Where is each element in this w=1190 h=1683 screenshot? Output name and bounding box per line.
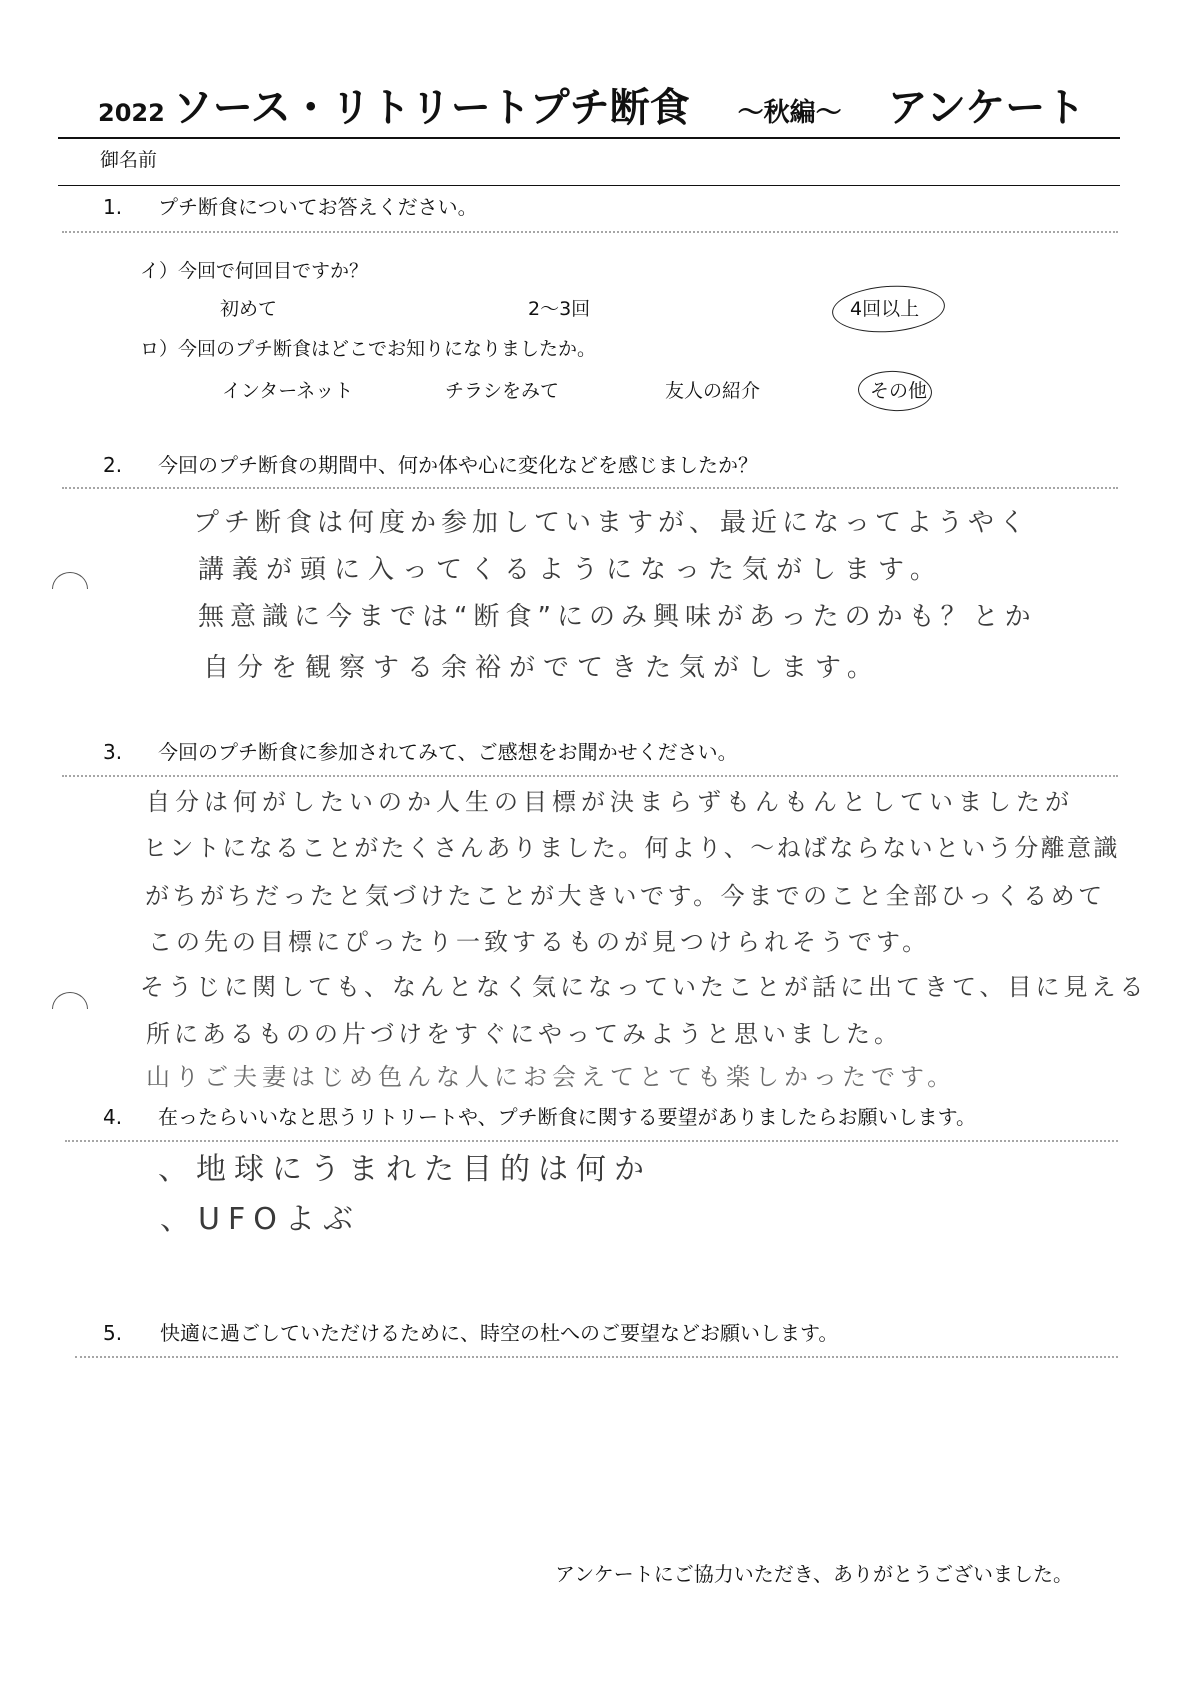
q3-answer-line: そうじに関しても、なんとなく気になっていたことが話に出てきて、目に見える [140, 973, 1148, 1001]
thank-you-note: アンケートにご協力いただき、ありがとうございました。 [555, 1562, 1073, 1586]
q3-question: 今回のプチ断食に参加されてみて、ご感想をお聞かせください。 [158, 740, 738, 764]
q3-answer-line: ヒントになることがたくさんありました。何より、～ねばならないという分離意識 [143, 834, 1120, 862]
survey-title [98, 83, 1085, 133]
q4-question: 在ったらいいなと思うリトリートや、プチ断食に関する要望がありましたらお願いします。 [158, 1105, 976, 1129]
name-line [58, 185, 1120, 186]
q5-divider [75, 1356, 1118, 1358]
q4-divider [65, 1140, 1118, 1142]
q4-answer-line: 、UFOよぶ [160, 1202, 361, 1237]
q1-question: プチ断食についてお答えください。 [158, 195, 478, 219]
title-underline [58, 137, 1120, 139]
q3-number: 3. [103, 740, 123, 764]
q5-number: 5. [103, 1321, 123, 1345]
q3-answer-line: がちがちだったと気づけたことが大きいです。今までのこと全部ひっくるめて [145, 882, 1106, 910]
q1-number: 1. [103, 195, 123, 219]
q3-answer-line: 所にあるものの片づけをすぐにやってみようと思いました。 [146, 1020, 902, 1048]
q2-answer-line: プチ断食は何度か参加していますが、最近になってようやく [193, 508, 1031, 538]
q2-number: 2. [103, 453, 123, 477]
q1b-option-4: その他 [870, 380, 928, 402]
q3-divider [62, 775, 1118, 777]
q1b-option-3: 友人の紹介 [665, 380, 761, 402]
q1a-option-2: 2～3回 [528, 298, 591, 320]
title-year: 2022 [98, 99, 165, 127]
title-season: ～秋編～ [737, 98, 842, 128]
q2-divider [62, 487, 1118, 489]
q3-answer-line: この先の目標にぴったり一致するものが見つけられそうです。 [148, 928, 931, 956]
q5-question: 快適に過ごしていただけるために、時空の杜へのご要望などお願いします。 [160, 1321, 839, 1345]
name-label: 御名前 [100, 149, 158, 171]
q4-number: 4. [103, 1105, 123, 1129]
q3-answer-line: 山りご夫妻はじめ色んな人にお会えてとても楽しかったです。 [146, 1063, 957, 1091]
margin-mark [52, 992, 88, 1009]
margin-mark [52, 572, 88, 589]
q1a-option-3: 4回以上 [850, 298, 920, 320]
q1-divider [62, 231, 1118, 233]
q3-answer-line: 自分は何がしたいのか人生の目標が決まらずもんもんとしていましたが [146, 788, 1074, 816]
q1a-question: イ）今回で何回目ですか？ [140, 260, 369, 282]
q1a-option-1: 初めて [220, 298, 278, 320]
title-survey: アンケート [887, 85, 1086, 131]
q1b-option-2: チラシをみて [445, 380, 560, 402]
q1b-option-1: インターネット [222, 380, 354, 402]
q2-question: 今回のプチ断食の期間中、何か体や心に変化などを感じましたか？ [158, 453, 758, 477]
q2-answer-line: 講義が頭に入ってくるようになった気がします。 [198, 555, 944, 585]
q2-answer-line: 無意識に今までは“断食”にのみ興味があったのかも？とか [198, 602, 1037, 632]
title-main: ソース・リトリートプチ断食 [172, 85, 690, 131]
q4-answer-line: 、地球にうまれた目的は何か [158, 1152, 652, 1187]
q1b-question: ロ）今回のプチ断食はどこでお知りになりましたか。 [140, 338, 597, 360]
q2-answer-line: 自分を観察する余裕がでてきた気がします。 [203, 653, 881, 683]
